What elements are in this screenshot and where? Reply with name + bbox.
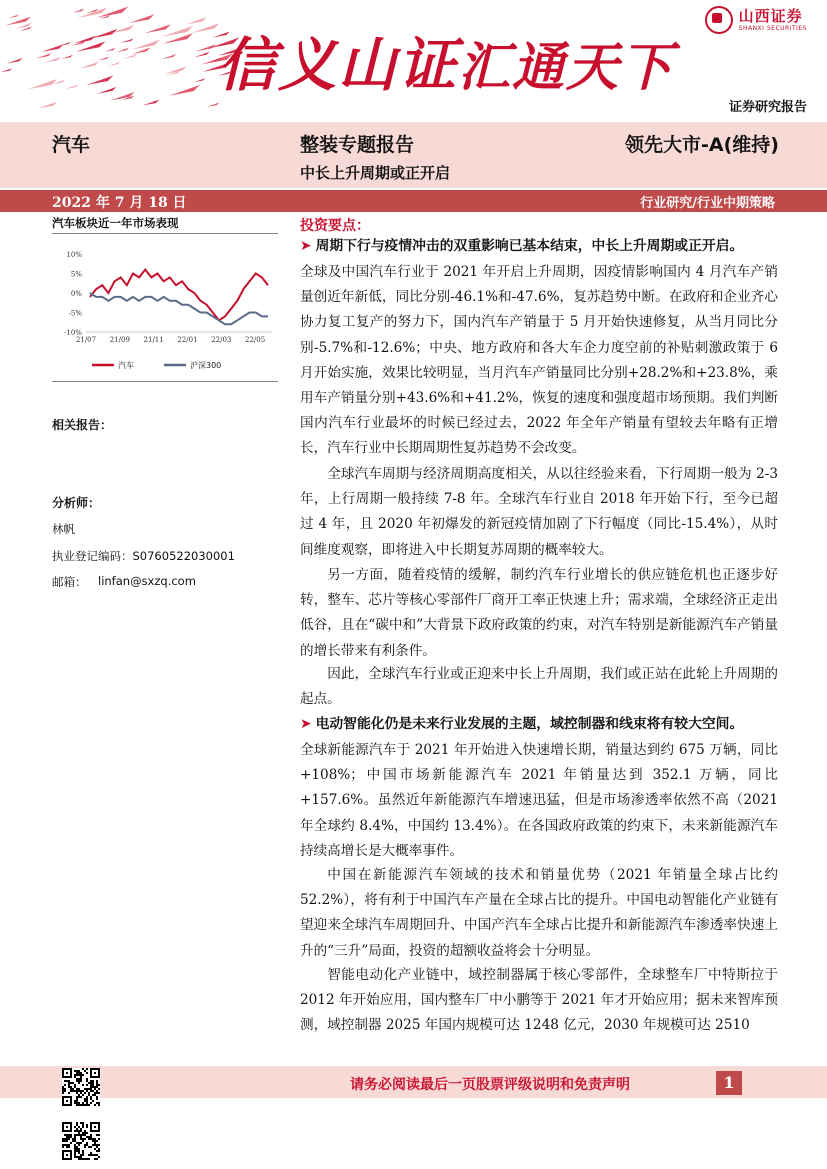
- paragraph-3: 另一方面，随着疫情的缓解，制约汽车行业增长的供应链危机也正逐步好转，整车、芯片等核心零部件厂商开工率正快速上升；需求端，全球经济正走出低谷，且在“碳中和”大背景下政府政策的约束，对汽车特别是新能源汽车产销量的增长带来有利条件。: [300, 567, 778, 659]
- y-tick-label: -10%: [64, 329, 82, 337]
- email-link[interactable]: linfan@sxzq.com: [98, 574, 196, 588]
- email-label: 邮箱：: [52, 575, 87, 589]
- y-tick-label: 5%: [70, 270, 82, 279]
- series-line-沪深300: [90, 293, 268, 324]
- chart-title: 汽车板块近一年市场表现: [52, 215, 278, 234]
- chart-divider: [52, 381, 278, 382]
- rating-label: 领先大市-A(维持): [625, 134, 779, 156]
- x-tick-label: 21/09: [109, 336, 130, 344]
- decorative-streak: [116, 48, 129, 52]
- bullet-point-2: ➤ 电动智能化仍是未来行业发展的主题，域控制器和线束将有较大空间。: [300, 716, 744, 732]
- decorative-streak: [132, 40, 160, 50]
- y-tick-label: 10%: [66, 251, 82, 259]
- arrow-bullet-icon: ➤: [300, 238, 312, 254]
- x-tick-label: 22/03: [211, 336, 232, 344]
- decorative-streak: [191, 23, 219, 33]
- decorative-streak: [145, 24, 171, 33]
- decorative-streak: [90, 29, 117, 39]
- decorative-streak: [97, 87, 117, 94]
- legend-label: 沪深300: [190, 361, 222, 370]
- decorative-streak: [163, 33, 193, 44]
- decorative-streak: [98, 57, 110, 61]
- report-category: 行业研究/行业中期策略: [640, 196, 775, 211]
- logo-name-cn: 山西证券: [738, 6, 803, 25]
- paragraph-4: 因此，全球汽车行业或正迎来中长上升周期，我们或正站在此轮上升周期的起点。: [300, 666, 778, 708]
- paragraph-6: 中国在新能源汽车领域的技术和销量优势（2021 年销量全球占比约 52.2%），将有利于中国汽车产量在全球占比的提升。中国电动智能化产业链有望迎来全球汽车周期回升、中国产汽车全球占比提升和新能源汽车渗透率快速上升的“三升”局面，投资的超额收益将会十分明显。: [300, 867, 778, 959]
- sector-label: 汽车: [52, 134, 91, 156]
- legend-label: 汽车: [118, 361, 134, 370]
- decorative-streak: [195, 52, 210, 57]
- company-logo: [705, 6, 807, 34]
- report-type: 证券研究报告: [728, 100, 807, 115]
- bullet-point-1: ➤ 周期下行与疫情冲击的双重影响已基本结束，中长上升周期或正开启。: [300, 238, 744, 254]
- x-tick-label: 21/07: [75, 336, 97, 344]
- series-line-汽车: [90, 270, 268, 321]
- y-tick-label: 0%: [70, 290, 82, 298]
- decorative-streak: [73, 36, 95, 44]
- paragraph-2: 全球汽车周期与经济周期高度相关，从以往经验来看，下行周期一般为 2-3 年，上行周期一般持续 7-8 年。全球汽车行业自 2018 年开始下行，至今已超过 4 年，且 2020 年初爆发的新冠疫情加剧了下行幅度（同比-15.4%），从时间维度观察，即将进入中长期复苏周期的概率较大。: [300, 466, 778, 558]
- report-subtitle: 中长上升周期或正开启: [300, 164, 451, 182]
- market-performance-chart: [52, 240, 278, 380]
- decorative-streak: [44, 57, 61, 63]
- decorative-streak: [105, 48, 115, 52]
- qr-code-icon: [62, 1068, 100, 1106]
- decorative-streak: [8, 15, 18, 19]
- decorative-streak: [62, 55, 73, 59]
- decorative-streak: [123, 54, 137, 59]
- decorative-streak: [86, 76, 113, 86]
- y-tick-label: -5%: [68, 309, 82, 318]
- license-number: 执业登记编码：S0760522030001: [52, 549, 235, 563]
- decorative-streak: [36, 53, 52, 58]
- decorative-streak: [186, 17, 207, 24]
- decorative-streak: [37, 102, 57, 109]
- decorative-streak: [129, 14, 155, 23]
- decorative-streak: [110, 92, 135, 101]
- arrow-bullet-icon: ➤: [300, 716, 312, 732]
- decorative-streak: [73, 9, 84, 13]
- decorative-streak: [194, 78, 205, 82]
- decorative-streak: [6, 58, 22, 64]
- decorative-streak: [79, 62, 99, 69]
- decorative-streak: [207, 103, 220, 107]
- investment-points-heading: 投资要点：: [300, 218, 370, 234]
- qr-code-icon: [62, 1122, 100, 1160]
- logo-mark-icon: [705, 6, 733, 34]
- decorative-streak: [142, 100, 159, 106]
- decorative-streak: [59, 42, 71, 46]
- decorative-streak: [65, 85, 78, 90]
- report-title: 整装专题报告: [300, 134, 415, 156]
- decorative-streak: [120, 38, 133, 43]
- paragraph-1: 全球及中国汽车行业于 2021 年开启上升周期，因疫情影响国内 4 月汽车产销量创近年新低，同比分别-46.1%和-47.6%，复苏趋势中断。在政府和企业齐心协力复工复产的努力下，国内汽车产销量于 5 月开始快速修复，从当月同比分别-5.7%和-12.6%；中央、地方政府和各大车企力度空前的补贴刺激政策于 6 月开始实施，效果比较明显，当月汽车产销量同比分别+28.2%和+23.8%，乘用车产销量分别+43.6%和+41.2%，恢复的速度和强度超市场预期。我们判断国内汽车行业最坏的时候已经过去，2022 年全年产销量有望较去年略有正增长，汽车行业中长期周期性复苏趋势不会改变。: [300, 264, 778, 457]
- analyst-label: 分析师：: [52, 496, 101, 510]
- analyst-name: 林帆: [52, 522, 75, 536]
- decorative-streak: [195, 44, 216, 51]
- decorative-streak: [0, 68, 12, 72]
- x-tick-label: 21/11: [143, 336, 164, 344]
- decorative-streak: [42, 44, 64, 52]
- decorative-streak: [161, 54, 176, 59]
- report-date: 2022 年 7 月 18 日: [52, 195, 187, 211]
- decorative-streak: [108, 62, 121, 66]
- paragraph-7: 智能电动化产业链中，域控制器属于核心零部件，全球整车厂中特斯拉于 2012 年开始应用，国内整车厂中小鹏等于 2021 年才开始应用；据未来智库预测，域控制器 2025 年国内规模可达 1248 亿元，2030 年规模可达 2510: [300, 967, 778, 1034]
- header-banner: [0, 0, 827, 120]
- page-number: 1: [716, 1071, 742, 1095]
- related-reports-label: 相关报告：: [52, 418, 113, 432]
- decorative-streak: [169, 85, 200, 96]
- x-tick-label: 22/01: [177, 336, 198, 344]
- calligraphy-slogan: 信义山证汇通天下: [218, 31, 675, 99]
- decorative-pattern: [0, 0, 240, 120]
- paragraph-5: 全球新能源汽车于 2021 年开始进入快速增长期，销量达到约 675 万辆，同比+108%；中国市场新能源汽车 2021 年销量达到 352.1 万辆，同比+157.6%。虽然近年新能源汽车增速迅猛，但是市场渗透率依然不高（2021 年全球约 8.4%，中国约 13.4%）。在各国政府政策的约束下，未来新能源汽车持续高增长是大概率事件。: [300, 742, 778, 859]
- logo-name-en: SHANXI SECURITIES: [738, 24, 807, 32]
- x-tick-label: 22/05: [244, 336, 266, 344]
- disclaimer-notice: 请务必阅读最后一页股票评级说明和免责声明: [350, 1077, 630, 1093]
